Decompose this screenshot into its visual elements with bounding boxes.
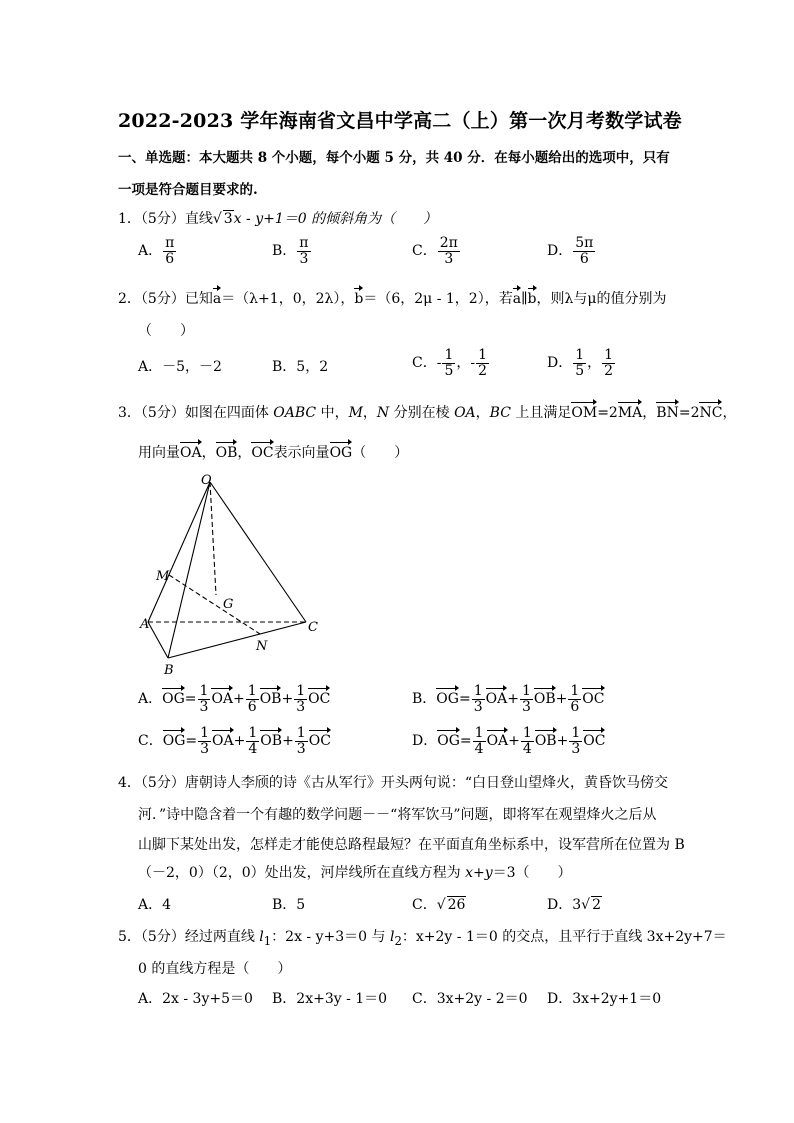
question-1-option-c: C． $\frac{2\pi}{3}$ [412, 235, 458, 267]
question-4-line1: 4．（5分）唐朝诗人李颀的诗《古从军行》开头两句说：“白日登山望烽火，黄昏饮马傍交 [118, 775, 668, 791]
question-3-stem-line2: 用向量OA，OB，OC表示向量OG（ ） [138, 445, 409, 461]
edge-bc [168, 622, 306, 658]
label-g: G [223, 597, 234, 612]
edge-oa [148, 482, 210, 622]
question-4-option-c: C．√ 26 [412, 897, 466, 913]
question-3-option-c: C．OG= $\frac{1}{3}$ OA+ $\frac{1}{4}$ OB+ $\frac{1}{3}$ OC [138, 725, 331, 757]
question-5-option-b: B．2x+3y - 1＝0 [272, 991, 388, 1007]
question-4-option-d: D．3√ 2 [547, 897, 601, 913]
question-5-option-a: A．2x - 3y+5＝0 [138, 991, 253, 1007]
question-4-line2: 河．”诗中隐含着一个有趣的数学问题－－“将军饮马”问题，即将军在观望烽火之后从 [138, 807, 657, 823]
tetrahedron-figure [138, 470, 338, 680]
section-header-line1: 一、单选题：本大题共 8 个小题，每个小题 5 分，共 40 分．在每小题给出的选项中，只有 [118, 150, 670, 166]
label-m: M [156, 569, 170, 584]
question-2-stem-line2: （ ） [138, 323, 194, 339]
question-1-option-a: A． $\frac{\pi}{6}$ [138, 235, 175, 267]
question-5-option-c: C．3x+2y - 2＝0 [412, 991, 528, 1007]
label-b: B [164, 663, 174, 678]
label-n: N [256, 639, 268, 654]
question-2-option-d: D． $\frac{1}{5}$ ， $\frac{1}{2}$ [547, 347, 614, 379]
question-3-option-a: A．OG= $\frac{1}{3}$ OA+ $\frac{1}{6}$ OB+ $\frac{1}{3}$ OC [138, 683, 331, 715]
label-o: O [201, 473, 212, 488]
question-3-option-b: B．OG= $\frac{1}{3}$ OA+ $\frac{1}{3}$ OB+ $\frac{1}{6}$ OC [412, 683, 605, 715]
question-2-option-b: B．5，2 [272, 359, 329, 375]
edge-ab [148, 622, 168, 658]
label-a: A [140, 617, 150, 632]
question-1-option-d: D． $\frac{5\pi}{6}$ [547, 235, 594, 267]
edge-ob [168, 482, 210, 658]
question-1-stem: 1．（5分）直线√ 3x - y+1＝0 的倾斜角为（ ） [118, 211, 438, 227]
question-4-option-a: A．4 [138, 897, 172, 913]
question-3-option-d: D．OG= $\frac{1}{4}$ OA+ $\frac{1}{4}$ OB+ $\frac{1}{3}$ OC [412, 725, 606, 757]
segment-mn [169, 575, 260, 634]
question-2-option-c: C．- $\frac{1}{5}$ ，- $\frac{1}{2}$ [412, 347, 488, 379]
section-header-line2: 一项是符合题目要求的. [118, 182, 258, 198]
page-title: 2022-2023 学年海南省文昌中学高二（上）第一次月考数学试卷 [118, 110, 682, 132]
question-5-line1: 5．（5分）经过两直线 $l_1$：2x - y+3＝0 与 $l_2$：x+2y - 1＝0 的交点，且平行于直线 3x+2y+7＝ [118, 929, 727, 948]
question-4-line4: （－2，0）（2，0）处出发，河岸线所在直线方程为 x+y＝3（ ） [138, 865, 572, 881]
question-5-line2: 0 的直线方程是（ ） [138, 961, 292, 977]
question-5-option-d: D．3x+2y+1＝0 [547, 991, 662, 1007]
question-4-option-b: B．5 [272, 897, 306, 913]
segment-og [210, 482, 216, 595]
question-1-option-b: B． $\frac{\pi}{3}$ [272, 235, 309, 267]
question-2-stem: 2．（5分）已知a＝（λ+1，0，2λ），b＝（6，2μ - 1，2），若a∥b，则λ与μ的值分别为 [118, 291, 667, 307]
question-4-line3: 山脚下某处出发，怎样走才能使总路程最短？在平面直角坐标系中，设军营所在位置为 B [138, 837, 685, 853]
question-2-option-a: A．－5，－2 [138, 359, 222, 375]
question-3-stem: 3．（5分）如图在四面体 OABC 中，M，N 分别在棱 OA，BC 上且满足OM=2MA，BN=2NC， [118, 405, 737, 421]
label-c: C [308, 620, 318, 635]
